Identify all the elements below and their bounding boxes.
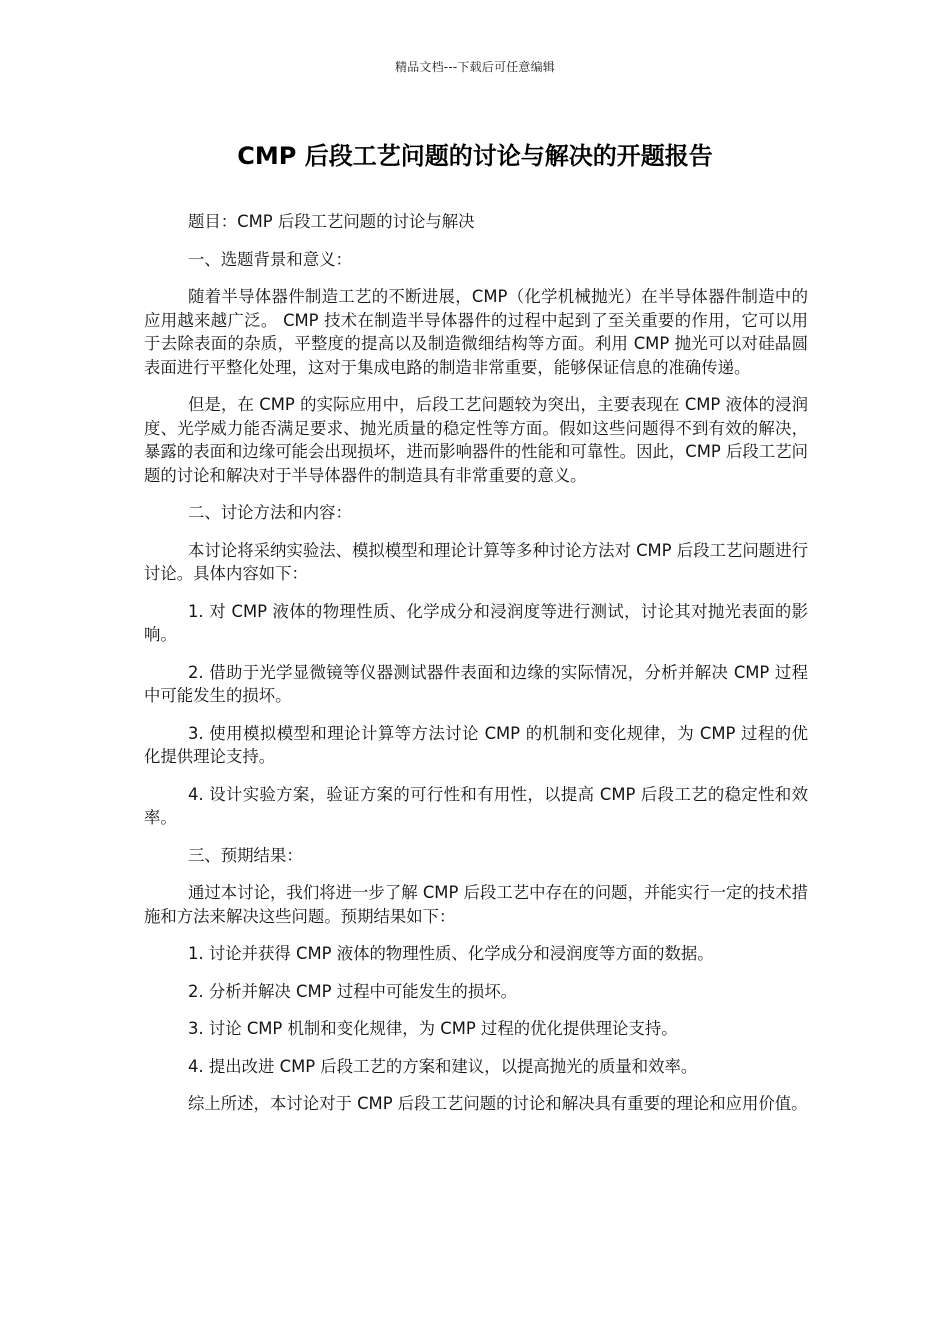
paragraph-conclusion: 综上所述，本讨论对于 CMP 后段工艺问题的讨论和解决具有重要的理论和应用价值。 (188, 1094, 808, 1113)
section-heading-results: 三、预期结果： (188, 845, 303, 865)
method-item-1: 1. 对 CMP 液体的物理性质、化学成分和浸润度等进行测试，讨论其对抛光表面的影响。 (144, 601, 808, 644)
paragraph-results-intro: 通过本讨论，我们将进一步了解 CMP 后段工艺中存在的问题，并能实行一定的技术措施和方法来解决这些问题。预期结果如下： (144, 883, 808, 926)
result-item-1: 1. 讨论并获得 CMP 液体的物理性质、化学成分和浸润度等方面的数据。 (188, 944, 714, 963)
topic-line: 题目：CMP 后段工艺问题的讨论与解决 (188, 212, 475, 231)
section-heading-methods: 二、讨论方法和内容： (188, 503, 352, 522)
paragraph-background: 随着半导体器件制造工艺的不断进展，CMP（化学机械抛光）在半导体器件制造中的应用越来越广泛。 CMP 技术在制造半导体器件的过程中起到了至关重要的作用，它可以用于去除表面的杂质，平整度的提高以及制造微细结构等方面。利用 CMP 抛光可以对硅晶圆表面进行平整化处理，这对于集成电路的制造非常重要，能够保证信息的准确传递。 (144, 287, 808, 377)
document-body (144, 210, 808, 1130)
result-item-4: 4. 提出改进 CMP 后段工艺的方案和建议，以提高抛光的质量和效率。 (188, 1056, 698, 1076)
header-note: 精品文档---下载后可任意编辑 (395, 60, 555, 74)
method-item-4: 4. 设计实验方案，验证方案的可行性和有用性，以提高 CMP 后段工艺的稳定性和效率。 (144, 784, 808, 827)
method-item-3: 3. 使用模拟模型和理论计算等方法讨论 CMP 的机制和变化规律，为 CMP 过程的优化提供理论支持。 (144, 723, 808, 766)
result-item-3: 3. 讨论 CMP 机制和变化规律，为 CMP 过程的优化提供理论支持。 (188, 1019, 678, 1038)
paragraph-methods-intro: 本讨论将采纳实验法、模拟模型和理论计算等多种讨论方法对 CMP 后段工艺问题进行讨论。具体内容如下： (144, 540, 808, 583)
paragraph-problems: 但是，在 CMP 的实际应用中，后段工艺问题较为突出，主要表现在 CMP 液体的浸润度、光学威力能否满足要求、抛光质量的稳定性等方面。假如这些问题得不到有效的解决，暴露的表面和边缘可能会出现损坏，进而影响器件的性能和可靠性。因此，CMP 后段工艺问题的讨论和解决对于半导体器件的制造具有非常重要的意义。 (144, 395, 808, 485)
result-item-2: 2. 分析并解决 CMP 过程中可能发生的损坏。 (188, 981, 517, 1001)
document-title: CMP 后段工艺问题的讨论与解决的开题报告 (237, 142, 713, 170)
method-item-2: 2. 借助于光学显微镜等仪器测试器件表面和边缘的实际情况，分析并解决 CMP 过程中可能发生的损坏。 (144, 662, 808, 705)
section-heading-background: 一、选题背景和意义： (188, 249, 352, 269)
